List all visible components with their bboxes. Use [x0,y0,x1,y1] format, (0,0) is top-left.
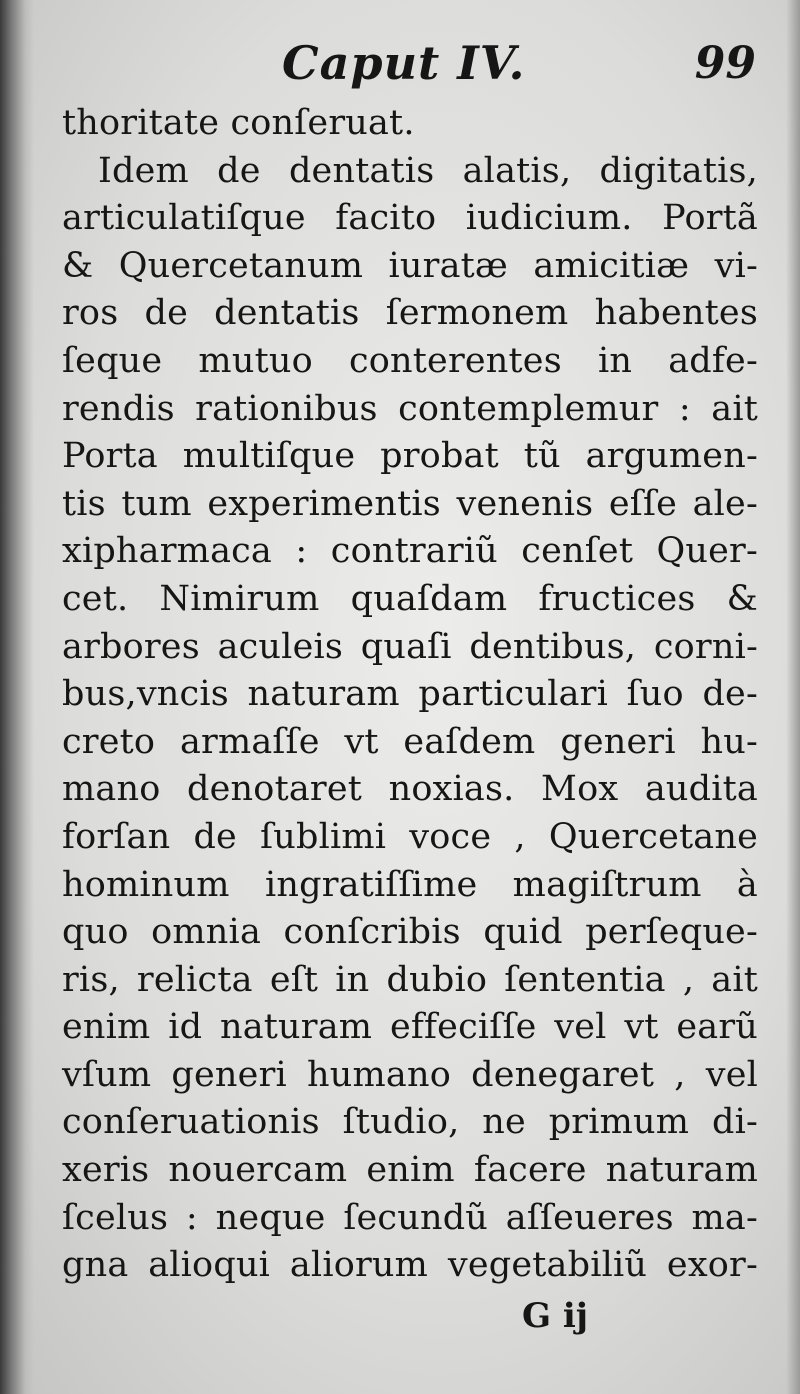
text-line: ris, relicta eſt in dubio ſententia , ait [62,959,758,1000]
page-header [0,30,800,100]
text-line: & Quercetanum iuratæ amicitiæ vi- [62,245,758,286]
text-line: enim id naturam effeciſſe vel vt earũ [62,1007,758,1048]
body-text [62,100,758,1290]
text-line: articulatiſque facito iudicium. Portã [62,198,758,239]
text-line: ſeque mutuo conterentes in adfe- [62,340,758,381]
text-line: xeris nouercam enim facere naturam [62,1150,758,1191]
text-line: ſcelus : neque ſecundũ aſſeueres ma- [62,1197,758,1238]
text-line: mano denotaret noxias. Mox audita [62,769,758,810]
text-line: rendis rationibus contemplemur : ait [62,388,758,429]
text-line: vſum generi humano denegaret , vel [62,1054,758,1095]
text-line: xipharmaca : contrariũ cenſet Quer- [62,531,758,572]
page-footer [0,1296,800,1346]
text-line: Idem de dentatis alatis, digitatis, [98,150,758,191]
text-line: bus,vncis naturam particulari ſuo de- [62,674,758,715]
page-edge [786,0,800,1394]
text-line: thoritate conſeruat. [62,103,415,143]
text-line: gna alioqui aliorum vegetabiliũ exor- [62,1245,758,1286]
running-head: Caput IV. [282,36,526,90]
text-line: conſeruationis ſtudio, ne primum di- [62,1102,758,1143]
page-number: 99 [694,38,756,89]
text-line: tis tum experimentis venenis eſſe ale- [62,483,758,524]
text-line: arbores aculeis quaſi dentibus, corni- [62,626,758,667]
text-line: ros de dentatis ſermonem habentes [62,293,758,334]
signature-mark: G ij [522,1296,589,1336]
text-line: quo omnia conſcribis quid perſeque- [62,912,758,953]
text-line: forſan de ſublimi voce , Quercetane [62,816,758,857]
gutter-shadow [0,0,34,1394]
text-line: Porta multiſque probat tũ argumen- [62,436,758,477]
text-line: cet. Nimirum quaſdam fructices & [62,578,758,619]
text-line: creto armaſſe vt eaſdem generi hu- [62,721,758,762]
text-line: hominum ingratiſſime magiſtrum à [62,864,758,905]
